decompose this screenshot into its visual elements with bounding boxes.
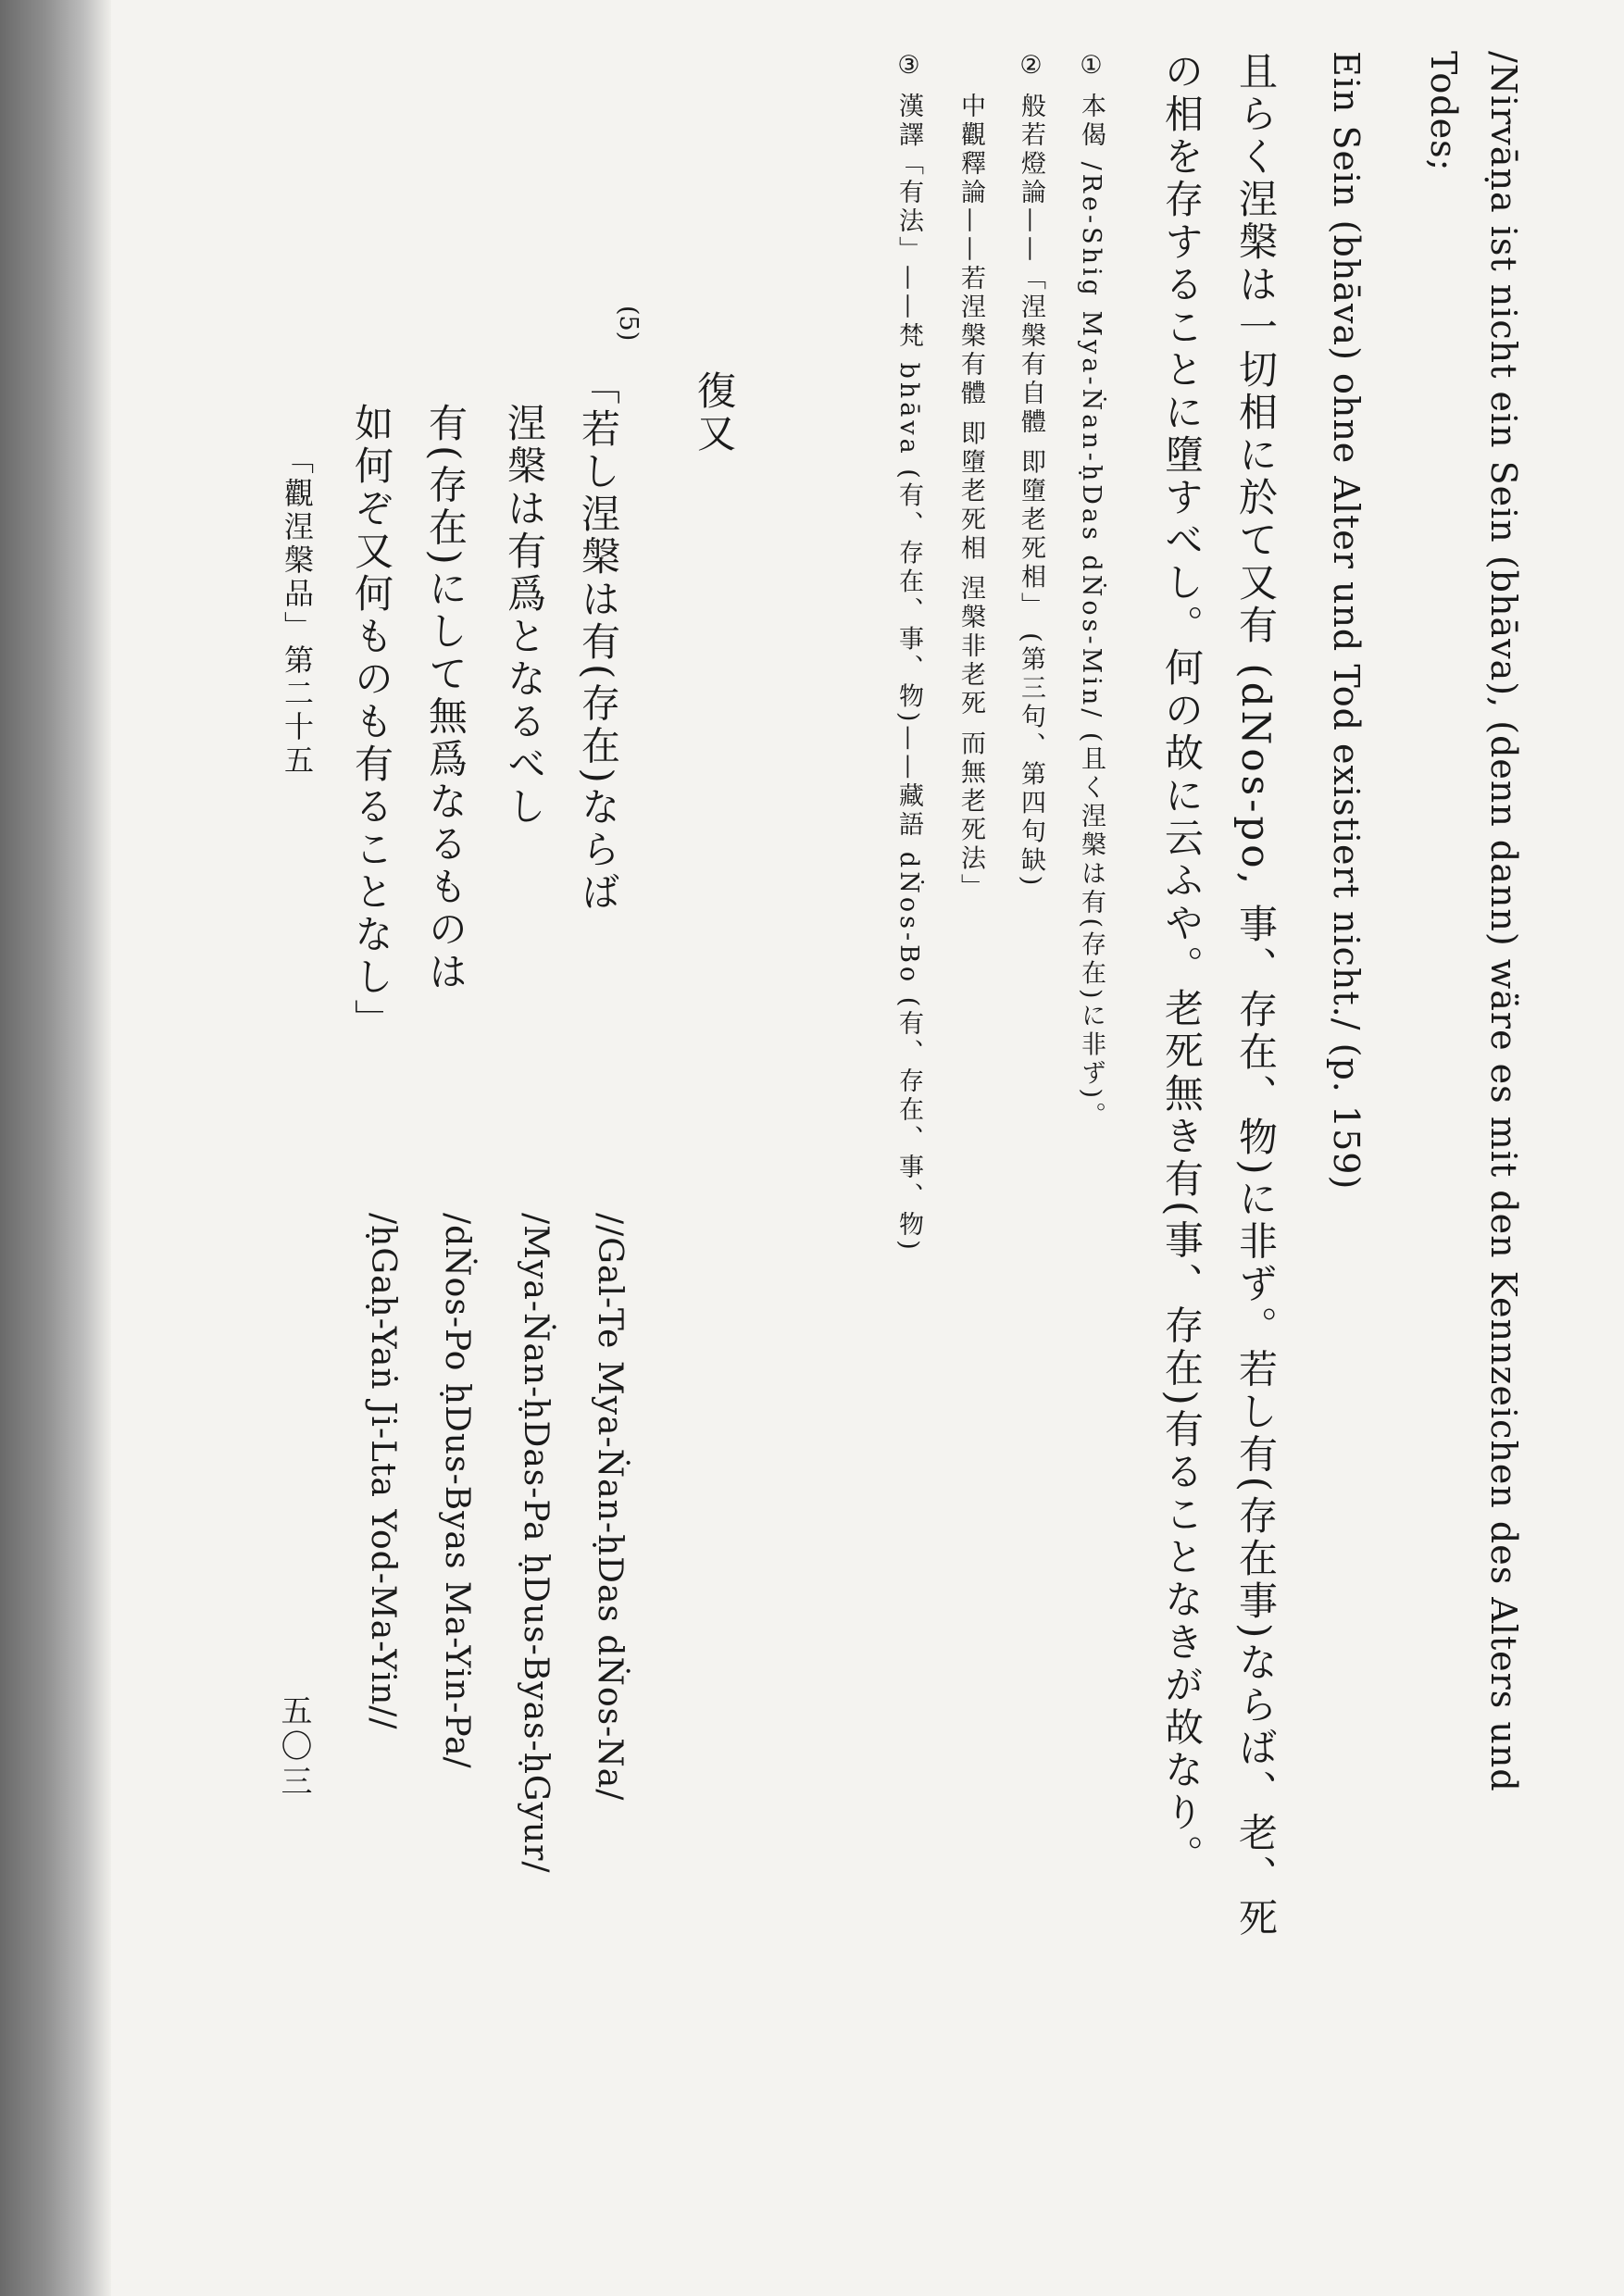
book-binding-shadow xyxy=(0,0,111,2296)
german-line-1: /Nirvāṇa ist nicht ein Sein (bhāva), (denn dann) wäre es mit den Kennzeichen des Alters und xyxy=(1483,51,1524,1792)
verse-line-3: 有(存在)にして無爲なるものは xyxy=(423,403,468,994)
footnote-3-number: ③ xyxy=(894,51,923,80)
chapter-title: 「觀涅槃品」第二十五 xyxy=(280,444,315,778)
tibetan-line-1: //Gal-Te Mya-Ṅan-ḥDas dṄos-Na/ xyxy=(591,1213,629,1802)
footnote-3: 漢譯「有法」——梵 bhāva (有、存在、事、物)——藏語 dṄos-Bo (有、存在、事、物) xyxy=(894,93,923,1254)
footnote-1: 本偈 /Re-Shig Mya-Ṅan-ḥDas dṄos-Min/ (且く涅槃は有(存在)に非ず)。 xyxy=(1077,93,1106,1131)
page-number: 五〇三 xyxy=(275,1694,312,1800)
verse-line-1: 「若し涅槃は有(存在)ならば xyxy=(576,366,621,915)
footnote-1-number: ① xyxy=(1077,51,1106,80)
japanese-line-1: 且らく涅槃は一切相に於て又有 (dNos-po, 事、存在、物)に非ず。若し有(存在事)ならば、老、死 xyxy=(1233,51,1279,1940)
japanese-line-2: の相を存することに墮すべし。何の故に云ふや。老死無き有(事、存在)有ることなきが故なり。 xyxy=(1159,51,1205,1878)
tibetan-line-4: /ḥGaḥ-Yaṅ Ji-Lta Yod-Ma-Yin// xyxy=(364,1213,402,1730)
verse-intro: 復又 xyxy=(692,370,737,455)
verse-number: (5) xyxy=(614,306,643,342)
footnote-2-number: ② xyxy=(1017,51,1045,80)
footnote-2: 般若燈論——「涅槃有自體 即墮老死相」 (第三句、第四句缺) xyxy=(1017,93,1045,890)
verse-line-2: 涅槃は有爲となるべし xyxy=(502,403,547,829)
tibetan-line-3: /dṄos-Po ḥDus-Byas Ma-Yin-Pa/ xyxy=(438,1213,476,1769)
tibetan-line-2: /Mya-Ṅan-ḥDas-Pa ḥDus-Byas-ḥGyur/ xyxy=(517,1213,555,1874)
verse-line-4: 如何ぞ又何ものも有ることなし」 xyxy=(349,403,394,1042)
footnote-2-continued: 中觀釋論——若涅槃有體 即墮老死相 涅槃非老死 而無老死法」 xyxy=(956,93,985,903)
german-line-2: Todes; xyxy=(1423,51,1464,172)
german-line-3: Ein Sein (bhāva) ohne Alter und Tod existiert nicht./ (p. 159) xyxy=(1326,51,1367,1191)
